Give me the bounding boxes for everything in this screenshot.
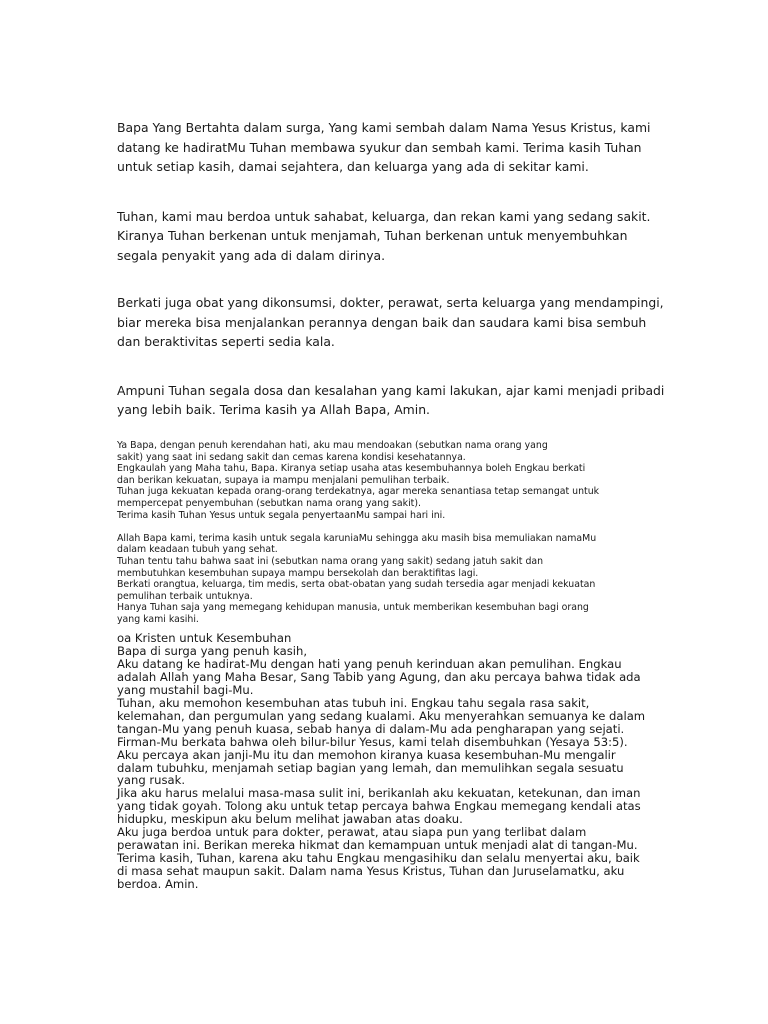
paragraph-closing: Ampuni Tuhan segala dosa dan kesalahan yang kami lakukan, ajar kami menjadi pribadi yang lebih baik. Terima kasih ya Allah Bapa, Amin. (117, 382, 665, 417)
paragraph-small-2: Allah Bapa kami, terima kasih untuk segala karuniaMu sehingga aku masih bisa memuliakan namaMu dalam keadaan tubuh yang sehat. Tuhan tentu tahu bahwa saat ini (sebutkan nama orang yang sakit) sedang jatuh sakit dan membutuhkan kesembuhan supaya mampu bersekolah dan beraktifitas lagi. Berkati orangtua, keluarga, tim medis, serta obat-obatan yang sudah tersedia agar menjadi kekuatan pemulihan terbaik untuknya. Hanya Tuhan saja yang memegang kehidupan manusia, untuk memberikan kesembuhan bagi orang yang kami kasihi. (117, 532, 597, 625)
paragraph-kesembuhan: oa Kristen untuk Kesembuhan Bapa di surga yang penuh kasih, Aku datang ke hadirat-Mu dengan hati yang penuh kerinduan akan pemulihan. Engkau adalah Allah yang Maha Besar, Sang Tabib yang Agung, dan aku percaya bahwa tidak ada yang mustahil bagi-Mu. Tuhan, aku memohon kesembuhan atas tubuh ini. Engkau tahu segala rasa sakit, kelemahan, dan pergumulan yang sedang kualami. Aku menyerahkan semuanya ke dalam tangan-Mu yang penuh kuasa, sebab hanya di dalam-Mu ada pengharapan yang sejati. Firman-Mu berkata bahwa oleh bilur-bilur Yesus, kami telah disembuhkan (Yesaya 53:5). Aku percaya akan janji-Mu itu dan memohon kiranya kuasa kesembuhan-Mu mengalir dalam tubuhku, menjamah setiap bagian yang lemah, dan memulihkan segala sesuatu yang rusak. Jika aku harus melalui masa-masa sulit ini, berikanlah aku kekuatan, ketekunan, dan iman yang tidak goyah. Tolong aku untuk tetap percaya bahwa Engkau memegang kendali atas hidupku, meskipun aku belum melihat jawaban atas doaku. Aku juga berdoa untuk para dokter, perawat, atau siapa pun yang terlibat dalam perawatan ini. Berikan mereka hikmat dan kemampuan untuk menjadi alat di tangan-Mu. Terima kasih, Tuhan, karena aku tahu Engkau mengasihiku dan selalu menyertai aku, baik di masa sehat maupun sakit. Dalam nama Yesus Kristus, Tuhan dan Juruselamatku, aku berdoa. Amin. (117, 631, 646, 892)
paragraph-opening: Bapa Yang Bertahta dalam surga, Yang kami sembah dalam Nama Yesus Kristus, kami datang ke hadiratMu Tuhan membawa syukur dan sembah kami. Terima kasih Tuhan untuk setiap kasih, damai sejahtera, dan keluarga yang ada di sekitar kami. (117, 120, 651, 174)
prayer-section-kesembuhan (117, 632, 677, 891)
paragraph-healing-request: Tuhan, kami mau berdoa untuk sahabat, keluarga, dan rekan kami yang sedang sakit. Kiranya Tuhan berkenan untuk menjamah, Tuhan berkenan untuk menyembuhkan segala penyakit yang ada di dalam dirinya. (117, 208, 651, 263)
prayer-section-main (117, 118, 677, 450)
paragraph-small-1: Ya Bapa, dengan penuh kerendahan hati, aku mau mendoakan (sebutkan nama orang yang sakit) yang saat ini sedang sakit dan cemas karena kondisi kesehatannya. Engkaulah yang Maha tahu, Bapa. Kiranya setiap usaha atas kesembuhannya boleh Engkau berkati dan berikan kekuatan, supaya ia mampu menjalani pemulihan terbaik. Tuhan juga kekuatan kepada orang-orang terdekatnya, agar mereka senantiasa tetap semangat untuk mempercepat penyembuhan (sebutkan nama orang yang sakit). Terima kasih Tuhan Yesus untuk segala penyertaanMu sampai hari ini. (117, 440, 600, 521)
prayer-section-small (117, 440, 677, 626)
paragraph-blessing: Berkati juga obat yang dikonsumsi, dokter, perawat, serta keluarga yang mendampingi, biar mereka bisa menjalankan perannya dengan baik dan saudara kami bisa sembuh dan beraktivitas seperti sedia kala. (117, 295, 664, 349)
